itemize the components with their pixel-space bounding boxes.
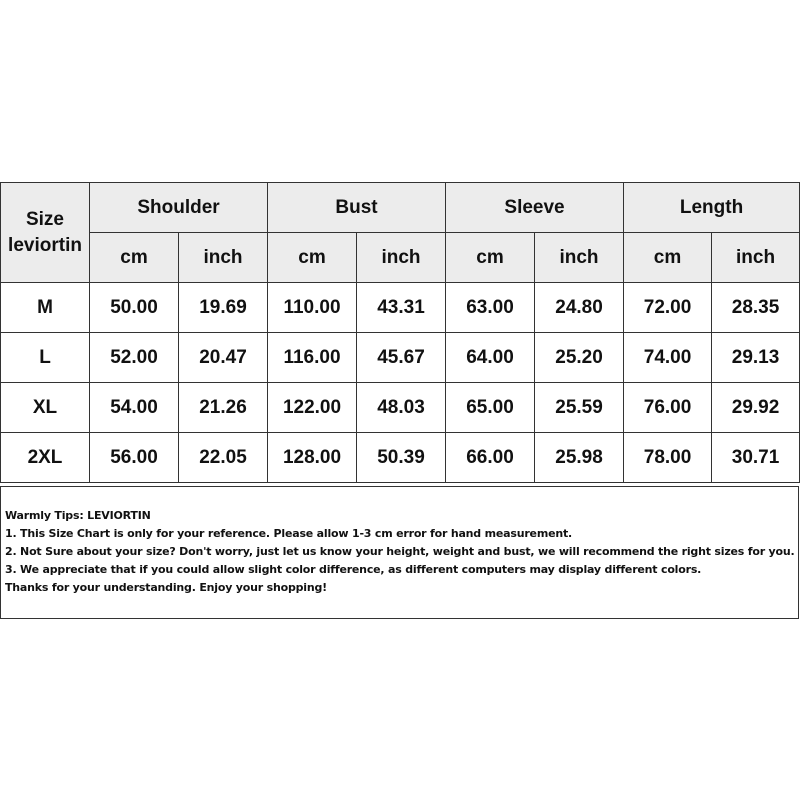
header-row-units — [1, 233, 800, 283]
table-cell: 65.00 — [446, 383, 535, 433]
shoulder-header: Shoulder — [90, 183, 268, 233]
table-cell: 110.00 — [268, 283, 357, 333]
size-chart-header — [1, 183, 800, 283]
length-header: Length — [624, 183, 800, 233]
bust-header: Bust — [268, 183, 446, 233]
unit-header: inch — [712, 233, 800, 283]
unit-header: cm — [90, 233, 179, 283]
tip-line: 1. This Size Chart is only for your reference. Please allow 1-3 cm error for hand measurement. — [5, 527, 573, 540]
size-column-header — [1, 183, 90, 283]
table-cell: 21.26 — [179, 383, 268, 433]
table-cell: 43.31 — [357, 283, 446, 333]
tips-title: Warmly Tips: LEVIORTIN — [5, 509, 151, 522]
unit-header: inch — [535, 233, 624, 283]
unit-header: inch — [179, 233, 268, 283]
table-cell: 74.00 — [624, 333, 712, 383]
size-header-label: Size — [25, 208, 65, 230]
table-row — [1, 433, 800, 483]
table-row — [1, 333, 800, 383]
unit-header: cm — [624, 233, 712, 283]
size-label: XL — [1, 383, 90, 433]
table-cell: 29.13 — [712, 333, 800, 383]
tip-line: 2. Not Sure about your size? Don't worry, just let us know your height, weight and bust, we will recommend the right sizes for you. — [5, 545, 795, 558]
table-row — [1, 383, 800, 433]
table-cell: 50.39 — [357, 433, 446, 483]
tips-closing: Thanks for your understanding. Enjoy your shopping! — [5, 581, 327, 594]
table-cell: 50.00 — [90, 283, 179, 333]
size-header-brand: leviortin — [8, 234, 82, 256]
table-row — [1, 283, 800, 333]
size-label: 2XL — [1, 433, 90, 483]
size-chart-body — [1, 283, 800, 483]
table-cell: 19.69 — [179, 283, 268, 333]
sleeve-header: Sleeve — [446, 183, 624, 233]
table-cell: 76.00 — [624, 383, 712, 433]
table-cell: 48.03 — [357, 383, 446, 433]
table-cell: 25.98 — [535, 433, 624, 483]
header-row-measurements — [1, 183, 800, 233]
table-cell: 56.00 — [90, 433, 179, 483]
table-cell: 122.00 — [268, 383, 357, 433]
table-cell: 63.00 — [446, 283, 535, 333]
unit-header: cm — [268, 233, 357, 283]
table-cell: 29.92 — [712, 383, 800, 433]
table-cell: 78.00 — [624, 433, 712, 483]
table-cell: 22.05 — [179, 433, 268, 483]
unit-header: cm — [446, 233, 535, 283]
table-cell: 30.71 — [712, 433, 800, 483]
tip-line: 3. We appreciate that if you could allow slight color difference, as different computers may display different colors. — [5, 563, 702, 576]
table-cell: 24.80 — [535, 283, 624, 333]
table-cell: 20.47 — [179, 333, 268, 383]
table-cell: 72.00 — [624, 283, 712, 333]
size-chart-table — [0, 182, 800, 483]
table-cell: 54.00 — [90, 383, 179, 433]
table-cell: 28.35 — [712, 283, 800, 333]
unit-header: inch — [357, 233, 446, 283]
table-cell: 116.00 — [268, 333, 357, 383]
tips-box — [0, 486, 799, 619]
table-cell: 66.00 — [446, 433, 535, 483]
table-cell: 128.00 — [268, 433, 357, 483]
table-cell: 52.00 — [90, 333, 179, 383]
size-label: M — [1, 283, 90, 333]
table-cell: 64.00 — [446, 333, 535, 383]
size-label: L — [1, 333, 90, 383]
table-cell: 25.20 — [535, 333, 624, 383]
table-cell: 45.67 — [357, 333, 446, 383]
table-cell: 25.59 — [535, 383, 624, 433]
